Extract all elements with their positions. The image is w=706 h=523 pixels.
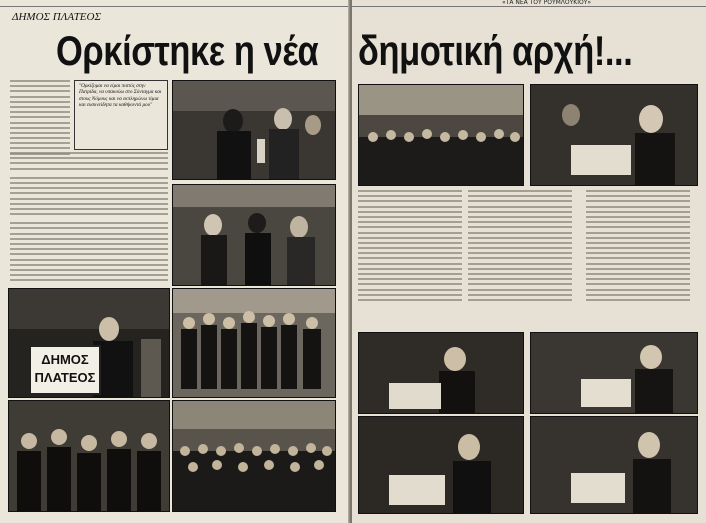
- photo-council-members: [172, 288, 336, 398]
- headline-right: δημοτική αρχή!...: [358, 27, 633, 74]
- article-column-intro: [10, 80, 70, 158]
- photo-image: [9, 401, 169, 511]
- roster-col-1: [358, 188, 462, 304]
- photo-image: [173, 81, 335, 179]
- photo-front-row-clergy: [8, 400, 170, 512]
- photo-signing-1: [530, 84, 698, 186]
- photo-signing-4: [358, 416, 524, 514]
- photo-image: [359, 417, 523, 513]
- photo-podium-speaker: [8, 288, 170, 398]
- right-newspaper-page: [352, 0, 706, 523]
- left-newspaper-page: [0, 0, 350, 523]
- photo-image: [173, 401, 335, 511]
- headline-left: Ορκίστηκε η νέα: [56, 27, 319, 74]
- section-label: ΔΗΜΟΣ ΠΛΑΤΕΟΣ: [12, 11, 102, 23]
- page-header-strip: [352, 0, 706, 7]
- newspaper-name: «ΤΑ ΝΕΑ ΤΟΥ ΡΟΥΜΛΟΥΚΙΟΥ»: [502, 0, 592, 6]
- page-header-strip: [0, 0, 350, 7]
- photo-audience-hall: [172, 400, 336, 512]
- photo-image: [173, 289, 335, 397]
- photo-signing-3: [530, 332, 698, 414]
- podium-sign: ΔΗΜΟΣ ΠΛΑΤΕΟΣ: [29, 345, 101, 395]
- photo-image: [173, 185, 335, 285]
- photo-signing-2: [358, 332, 524, 414]
- roster-col-2: [468, 188, 572, 304]
- photo-image: [359, 333, 523, 413]
- photo-image: [531, 333, 697, 413]
- photo-oath-ceremony: [172, 184, 336, 286]
- oath-quote: "Ορκίζομαι να είμαι πιστός στην Πατρίδα, να υπακούω στο Σύνταγμα και στους Νόμους και να εκπληρώνω τίμια και ευσυνείδητα τα καθήκοντά μου": [74, 80, 168, 150]
- photo-image: [359, 85, 523, 185]
- photo-signing-5: [530, 416, 698, 514]
- photo-priests-blessing: [172, 80, 336, 180]
- photo-chamber-wide: [358, 84, 524, 186]
- photo-image: [531, 417, 697, 513]
- roster-col-3: [586, 188, 690, 304]
- photo-image: [531, 85, 697, 185]
